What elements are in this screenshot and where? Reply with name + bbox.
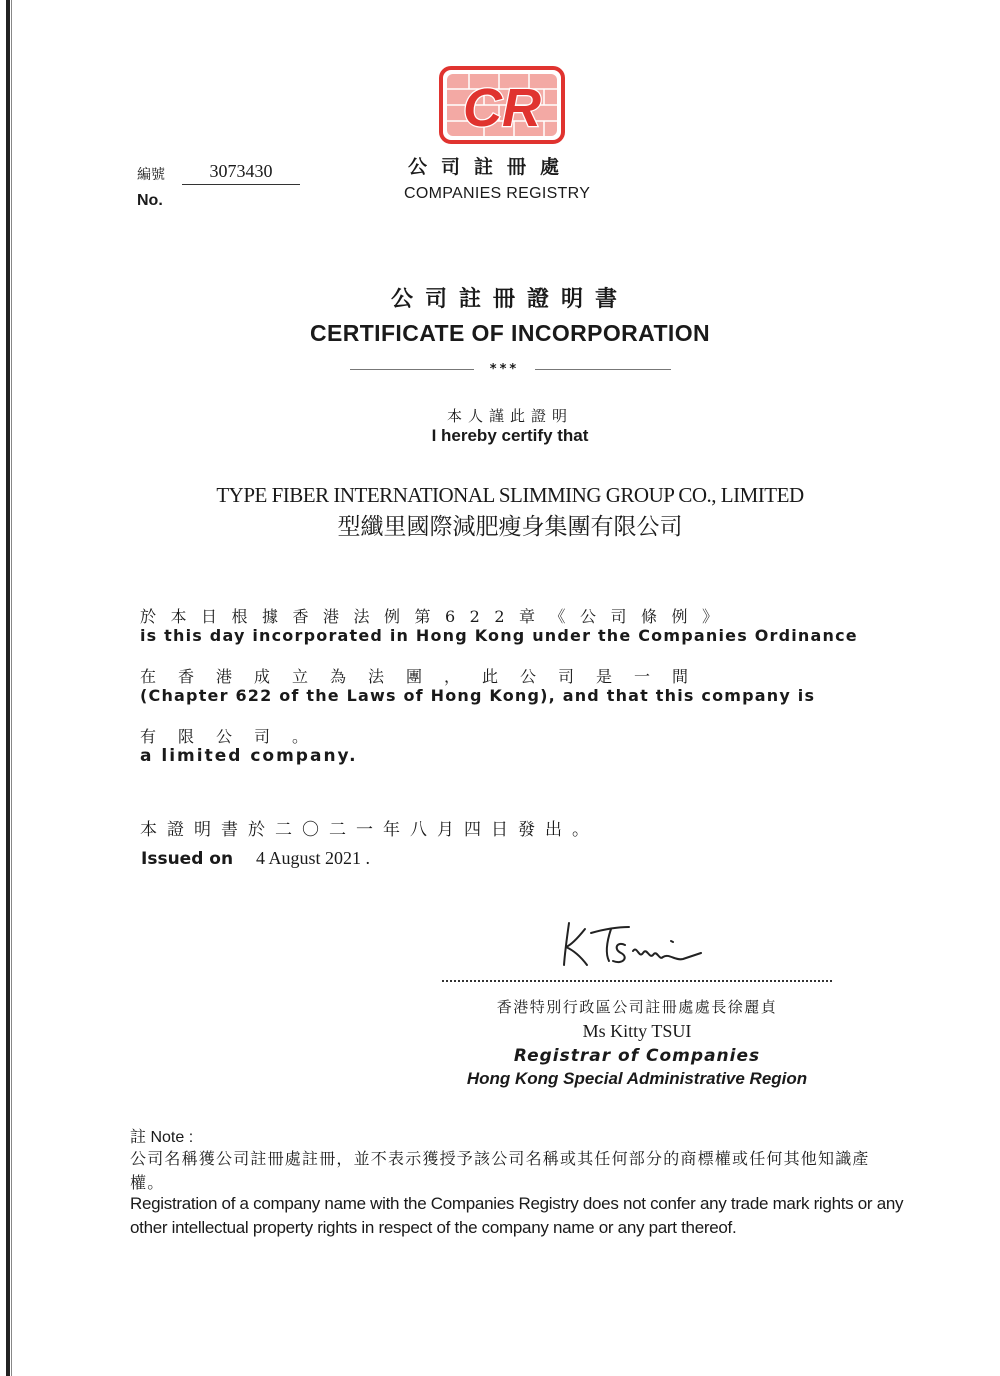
- signature-line: [442, 980, 832, 982]
- separator-line-left: [350, 369, 474, 370]
- certificate-title-zh: 公司註冊證明書: [390, 286, 629, 312]
- page-edge-shadow: [11, 0, 12, 1376]
- registrar-title-en: Registrar of Companies: [513, 1046, 761, 1066]
- note-text-zh: 公司名稱獲公司註冊處註冊，並不表示獲授予該公司名稱或其任何部分的商標權或任何其他知識產權。: [130, 1149, 870, 1192]
- page-edge: [6, 0, 10, 1376]
- registrar-title-zh: 香港特別行政區公司註冊處處長徐麗貞: [496, 998, 778, 1016]
- registrar-signature: [555, 915, 705, 970]
- issue-statement-zh: 本證明書於二〇二一年八月四日發出。: [140, 820, 599, 840]
- note-label: 註 Note :: [130, 1129, 194, 1146]
- number-label-zh: 編號: [137, 167, 165, 183]
- separator-line-right: [535, 369, 671, 370]
- body-line3-zh: 有限公司。: [140, 727, 331, 746]
- issue-date: 4 August 2021 .: [256, 848, 371, 868]
- registrar-region: Hong Kong Special Administrative Region: [466, 1069, 808, 1088]
- logo-text: CR: [463, 78, 541, 138]
- note-text-en: Registration of a company name with the Companies Registry does not confer any trade mark rights or any other intellectual property rights in respect of the company name or any part thereof.: [130, 1194, 904, 1237]
- separator-stars: ***: [489, 362, 520, 377]
- body-line1-zh: 於本日根據香港法例第622章《公司條例》: [140, 607, 733, 626]
- certificate-number: 3073430: [182, 161, 300, 185]
- body-line2-en: (Chapter 622 of the Laws of Hong Kong), and that this company is: [140, 686, 816, 705]
- issued-on-label: Issued on: [141, 849, 234, 869]
- company-name-zh: 型纖里國際減肥瘦身集團有限公司: [337, 514, 683, 540]
- body-line3-en: a limited company.: [140, 746, 358, 766]
- certify-statement-en: I hereby certify that: [431, 426, 589, 445]
- registry-name-en: COMPANIES REGISTRY: [404, 185, 591, 202]
- body-line1-en: is this day incorporated in Hong Kong under the Companies Ordinance: [140, 626, 858, 645]
- body-line2-zh: 在香港成立為法團，此公司是一間: [140, 667, 711, 686]
- certify-statement-zh: 本人謹此證明: [446, 407, 573, 425]
- number-label-en: No.: [137, 192, 163, 209]
- company-name-en: TYPE FIBER INTERNATIONAL SLIMMING GROUP CO., LIMITED: [216, 483, 804, 507]
- registrar-name: Ms Kitty TSUI: [582, 1021, 692, 1041]
- companies-registry-logo: [439, 66, 565, 144]
- certificate-title-en: CERTIFICATE OF INCORPORATION: [309, 320, 711, 346]
- registry-name-zh: 公司註冊處: [408, 156, 574, 178]
